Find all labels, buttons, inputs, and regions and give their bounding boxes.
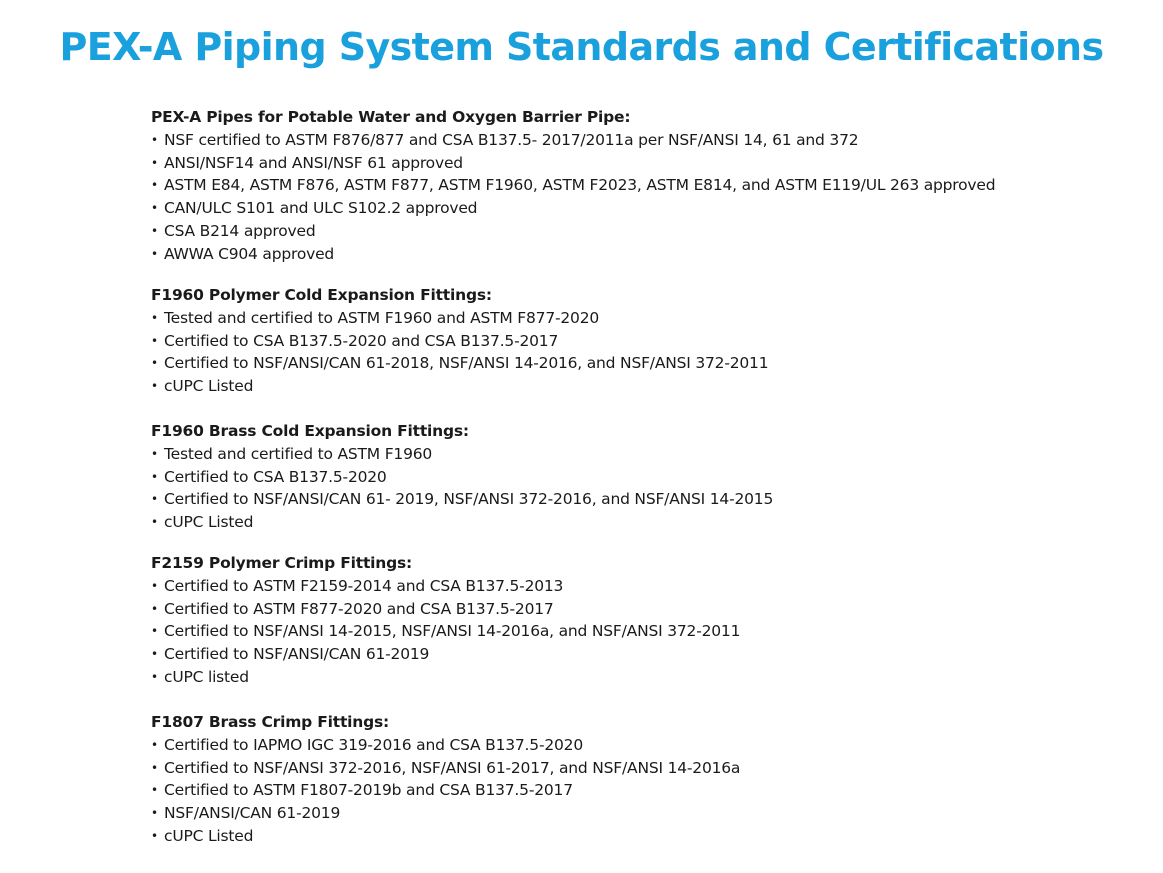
list-item [151, 643, 1111, 666]
list-item-text: Certified to IAPMO IGC 319-2016 and CSA B137.5-2020 [164, 735, 583, 754]
section-heading: F1807 Brass Crimp Fittings: [151, 713, 390, 731]
section-heading: F1960 Brass Cold Expansion Fittings: [151, 422, 469, 440]
bullet-icon: • [151, 469, 158, 484]
list-item [151, 488, 1111, 511]
list-item [151, 598, 1111, 621]
list-item-text: Certified to NSF/ANSI 372-2016, NSF/ANSI 61-2017, and NSF/ANSI 14-2016a [164, 758, 741, 777]
bullet-icon: • [151, 132, 158, 147]
section-f1960-brass [151, 420, 1111, 534]
list-item [151, 511, 1111, 534]
bullet-icon: • [151, 201, 158, 216]
bullet-icon: • [151, 760, 158, 775]
list-item [151, 466, 1111, 489]
bullet-icon: • [151, 669, 158, 684]
bullet-list [151, 129, 1111, 266]
bullet-icon: • [151, 624, 158, 639]
list-item-text: CAN/ULC S101 and ULC S102.2 approved [164, 199, 478, 218]
list-item [151, 666, 1111, 689]
bullet-list [151, 443, 1111, 534]
list-item [151, 757, 1111, 780]
list-item-text: cUPC Listed [164, 826, 254, 845]
bullet-icon: • [151, 379, 158, 394]
list-item [151, 330, 1111, 353]
bullet-icon: • [151, 783, 158, 798]
bullet-icon: • [151, 737, 158, 752]
list-item [151, 129, 1111, 152]
section-pex-a-pipes [151, 106, 1111, 266]
list-item [151, 825, 1111, 848]
list-item [151, 174, 1111, 197]
bullet-icon: • [151, 828, 158, 843]
bullet-icon: • [151, 446, 158, 461]
bullet-icon: • [151, 515, 158, 530]
section-heading: F1960 Polymer Cold Expansion Fittings: [151, 286, 492, 304]
list-item-text: Tested and certified to ASTM F1960 [164, 444, 433, 463]
bullet-icon: • [151, 356, 158, 371]
list-item [151, 575, 1111, 598]
bullet-icon: • [151, 333, 158, 348]
page-title: PEX-A Piping System Standards and Certifications [59, 25, 1104, 69]
list-item-text: NSF/ANSI/CAN 61-2019 [164, 804, 341, 823]
section-heading: PEX-A Pipes for Potable Water and Oxygen Barrier Pipe: [151, 108, 631, 126]
bullet-icon: • [151, 492, 158, 507]
list-item [151, 734, 1111, 757]
list-item [151, 375, 1111, 398]
list-item-text: Certified to CSA B137.5-2020 and CSA B137.5-2017 [164, 331, 559, 350]
bullet-icon: • [151, 246, 158, 261]
section-heading: F2159 Polymer Crimp Fittings: [151, 554, 413, 572]
list-item-text: CSA B214 approved [164, 221, 316, 240]
list-item [151, 443, 1111, 466]
bullet-list [151, 575, 1111, 689]
list-item [151, 620, 1111, 643]
list-item [151, 220, 1111, 243]
list-item-text: Certified to ASTM F1807-2019b and CSA B137.5-2017 [164, 781, 573, 800]
list-item-text: ASTM E84, ASTM F876, ASTM F877, ASTM F1960, ASTM F2023, ASTM E814, and ASTM E119/UL 263 approved [164, 176, 996, 195]
list-item-text: Certified to NSF/ANSI/CAN 61-2018, NSF/ANSI 14-2016, and NSF/ANSI 372-2011 [164, 354, 769, 373]
list-item-text: Certified to NSF/ANSI/CAN 61-2019 [164, 645, 430, 664]
section-f1807-brass-crimp [151, 711, 1111, 848]
list-item [151, 243, 1111, 266]
list-item-text: Tested and certified to ASTM F1960 and ASTM F877-2020 [164, 308, 600, 327]
bullet-icon: • [151, 178, 158, 193]
list-item-text: AWWA C904 approved [164, 244, 335, 263]
list-item-text: cUPC listed [164, 667, 249, 686]
bullet-icon: • [151, 155, 158, 170]
list-item-text: Certified to CSA B137.5-2020 [164, 467, 387, 486]
bullet-icon: • [151, 806, 158, 821]
bullet-icon: • [151, 223, 158, 238]
list-item-text: Certified to NSF/ANSI/CAN 61- 2019, NSF/ANSI 372-2016, and NSF/ANSI 14-2015 [164, 490, 774, 509]
section-f1960-polymer [151, 284, 1111, 398]
list-item-text: NSF certified to ASTM F876/877 and CSA B137.5- 2017/2011a per NSF/ANSI 14, 61 and 372 [164, 130, 859, 149]
list-item [151, 152, 1111, 175]
list-item [151, 197, 1111, 220]
list-item [151, 802, 1111, 825]
bullet-list [151, 307, 1111, 398]
list-item [151, 352, 1111, 375]
list-item-text: Certified to ASTM F2159-2014 and CSA B137.5-2013 [164, 576, 564, 595]
list-item-text: cUPC Listed [164, 377, 254, 396]
list-item-text: ANSI/NSF14 and ANSI/NSF 61 approved [164, 153, 463, 172]
section-f2159-polymer-crimp [151, 552, 1111, 689]
list-item-text: Certified to NSF/ANSI 14-2015, NSF/ANSI 14-2016a, and NSF/ANSI 372-2011 [164, 622, 741, 641]
bullet-icon: • [151, 310, 158, 325]
bullet-icon: • [151, 647, 158, 662]
bullet-icon: • [151, 601, 158, 616]
bullet-list [151, 734, 1111, 848]
list-item [151, 779, 1111, 802]
list-item-text: cUPC Listed [164, 513, 254, 532]
list-item [151, 307, 1111, 330]
bullet-icon: • [151, 578, 158, 593]
list-item-text: Certified to ASTM F877-2020 and CSA B137.5-2017 [164, 599, 554, 618]
